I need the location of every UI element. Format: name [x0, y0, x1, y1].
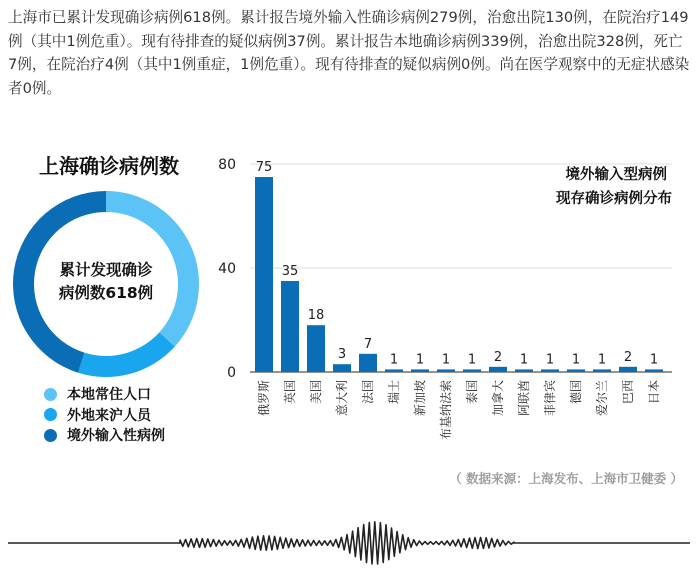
bar-value-label: 1: [415, 352, 425, 368]
bar-value-label: 1: [441, 352, 451, 368]
x-tick-label: 意大利: [335, 380, 349, 417]
bar-value-label: 1: [545, 352, 555, 368]
donut-chart-title: 上海确诊病例数: [39, 154, 179, 178]
source-note: （ 数据来源：上海发布、上海市卫健委 ）: [449, 471, 683, 486]
x-tick-label: 巴西: [621, 380, 635, 405]
bar-2: [281, 281, 299, 372]
bar-value-label: 1: [571, 352, 581, 368]
bar-11: [515, 369, 533, 372]
bar-14: [593, 369, 611, 372]
bar-value-label: 1: [597, 352, 607, 368]
x-tick-label: 俄罗斯: [257, 380, 271, 417]
bar-value-label: 1: [649, 352, 659, 368]
bar-chart-title: 境外输入型病例: [565, 167, 667, 183]
donut-center-label: 累计发现确诊病例数618例: [58, 261, 154, 302]
x-tick-label: 日本: [647, 380, 661, 405]
bar-15: [619, 367, 637, 372]
y-tick-label: 0: [227, 365, 236, 381]
bar-3: [307, 325, 325, 372]
bar-value-label: 3: [337, 347, 347, 363]
x-tick-label: 泰国: [465, 380, 479, 405]
bar-8: [437, 369, 455, 372]
bar-16: [645, 369, 663, 372]
x-tick-label: 美国: [309, 380, 323, 405]
bar-1: [255, 177, 273, 372]
legend-label: 本地常住人口: [67, 387, 151, 404]
bar-value-label: 1: [389, 352, 399, 368]
x-tick-label: 法国: [361, 380, 375, 405]
bar-chart-subtitle: 现存确诊病例分布: [556, 191, 672, 207]
x-tick-label: 新加坡: [413, 380, 427, 417]
intro-text: 上海市已累计发现确诊病例618例。累计报告境外输入性确诊病例279例，治愈出院130例，在院治疗149例（其中1例危重）。现有待排查的疑似病例37例。累计报告本地确诊病例339例，治愈出院328例，死亡7例，在院治疗4例（其中1例重症，1例危重）。现有待排查的疑似病例0例。尚在医学观察中的无症状感染者0例。: [8, 9, 690, 97]
decorative-waveform-divider: [0, 510, 697, 570]
bar-value-label: 7: [363, 336, 373, 352]
bar-10: [489, 367, 507, 372]
bar-12: [541, 369, 559, 372]
bar-value-label: 1: [519, 352, 529, 368]
bar-value-label: 1: [467, 352, 477, 368]
bar-value-label: 35: [281, 264, 299, 279]
bar-13: [567, 369, 585, 372]
y-tick-label: 80: [218, 157, 236, 173]
y-tick-label: 40: [218, 261, 236, 277]
x-tick-label: 加拿大: [491, 380, 505, 417]
x-tick-label: 布基纳法索: [439, 380, 453, 441]
x-tick-label: 菲律宾: [543, 380, 557, 417]
legend-label: 外地来沪人员: [67, 407, 151, 424]
bar-7: [411, 369, 429, 372]
x-tick-label: 德国: [569, 380, 583, 405]
x-tick-label: 阿联酋: [517, 380, 531, 417]
bar-value-label: 75: [255, 160, 273, 175]
bar-value-label: 2: [493, 349, 503, 365]
bar-value-label: 2: [623, 349, 633, 365]
bar-value-label: 18: [307, 308, 325, 324]
waveform-path: [8, 522, 690, 564]
bar-6: [385, 369, 403, 372]
x-tick-label: 爱尔兰: [595, 380, 609, 417]
x-tick-label: 瑞士: [387, 380, 401, 405]
bar-9: [463, 369, 481, 372]
x-tick-label: 英国: [283, 380, 297, 405]
bar-4: [333, 364, 351, 372]
bar-5: [359, 354, 377, 372]
legend-label: 境外输入性病例: [67, 428, 165, 445]
